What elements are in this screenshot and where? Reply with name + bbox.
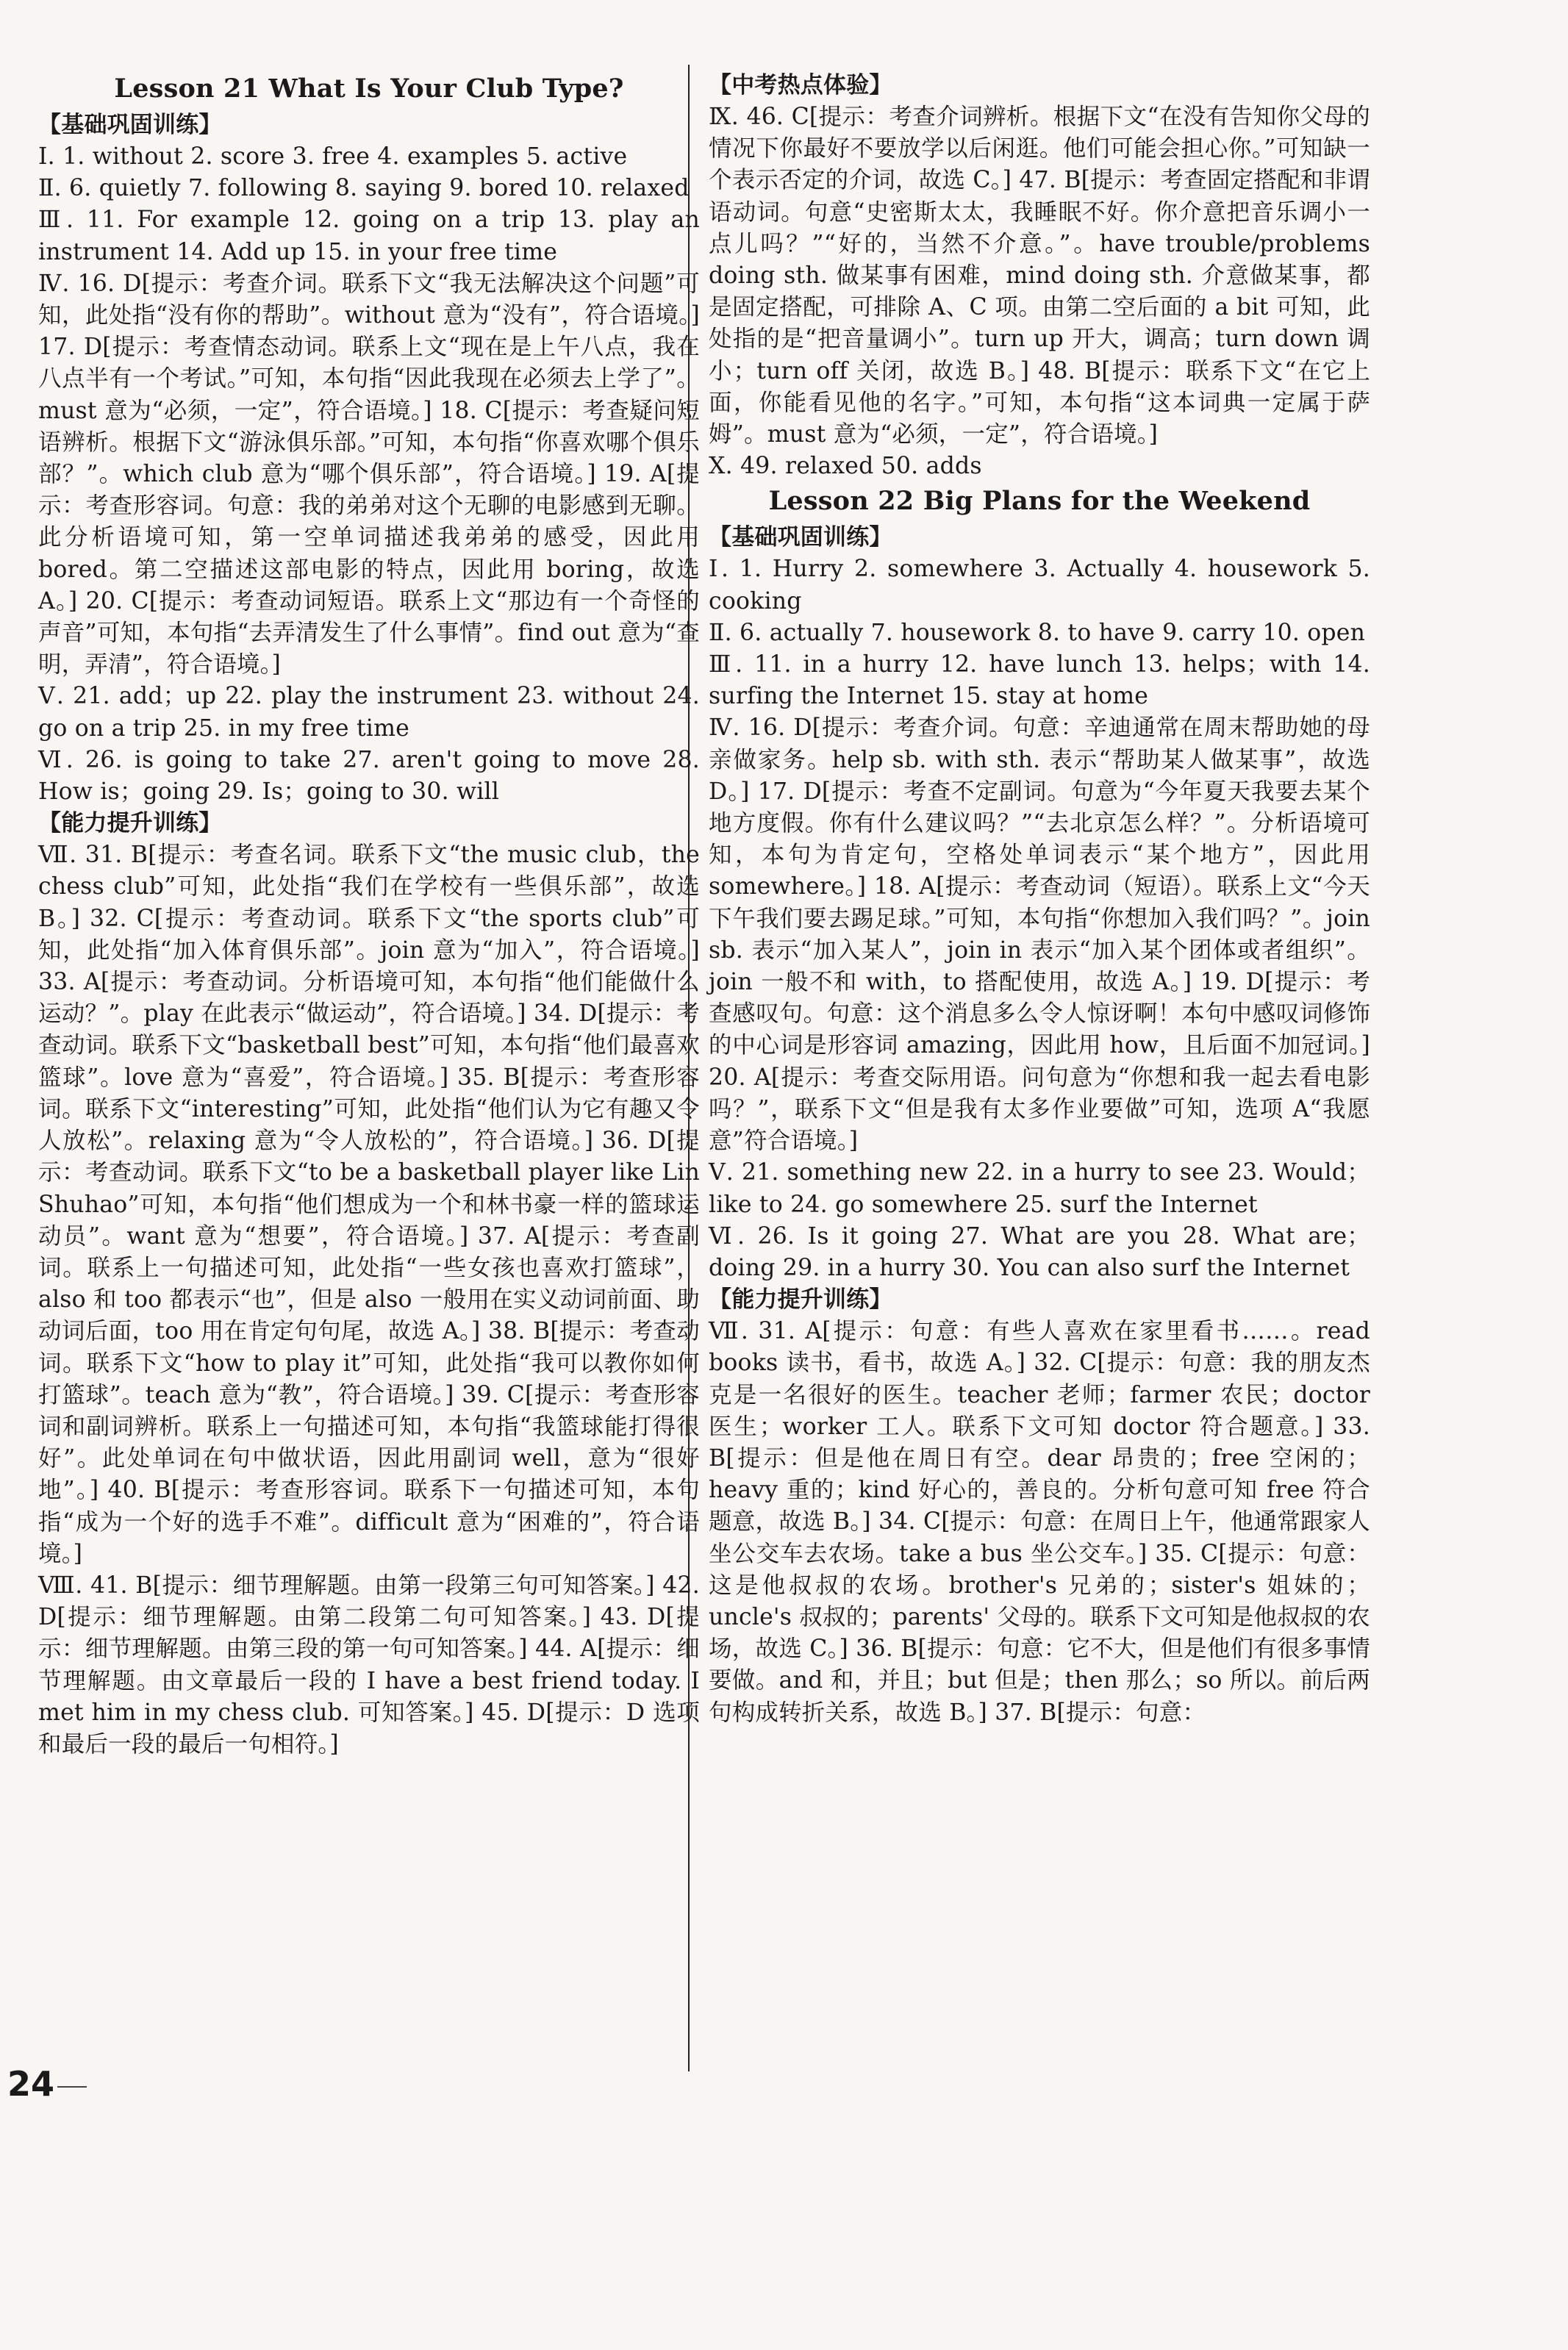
left-column: [38, 70, 700, 1760]
section-heading: 【中考热点体验】: [709, 72, 892, 98]
answer-paragraph: Ⅰ. 1. without 2. score 3. free 4. examples 5. active: [38, 143, 628, 170]
answer-paragraph: Ⅶ. 31. B[提示：考查名词。联系下文“the music club，the chess club”可知，此处指“我们在学校有一些俱乐部”，故选 B。] 32. C[提示：考查动词。联系下文“the sports club”可知，此处指“加入体育俱乐部”。join 意为“加入”，符合语境。] 33. A[提示：考查动词。分析语境可知，本句指“他们能做什么运动？”。play 在此表示“做运动”，符合语境。] 34. D[提示：考查动词。联系下文“basketball best”可知，本句指“他们最喜欢篮球”。love 意为“喜爱”，符合语境。] 35. B[提示：考查形容词。联系下文“interesting”可知，此处指“他们认为它有趣又令人放松”。relaxing 意为“令人放松的”，符合语境。] 36. D[提示：考查动词。联系下文“to be a basketball player like Lin Shuhao”可知，本句指“他们想成为一个和林书豪一样的篮球运动员”。want 意为“想要”，符合语境。] 37. A[提示：考查副词。联系上一句描述可知，此处指“一些女孩也喜欢打篮球”，also 和 too 都表示“也”，但是 also 一般用在实义动词前面、助动词后面，too 用在肯定句句尾，故选 A。] 38. B[提示：考查动词。联系下文“how to play it”可知，此处指“我可以教你如何打篮球”。teach 意为“教”，符合语境。] 39. C[提示：考查形容词和副词辨析。联系上一句描述可知，本句指“我篮球能打得很好”。此处单词在句中做状语，因此用副词 well，意为“很好地”。] 40. B[提示：考查形容词。联系下一句描述可知，本句指“成为一个好的选手不难”。difficult 意为“困难的”，符合语境。]: [38, 842, 700, 1567]
answer-paragraph: Ⅷ. 41. B[提示：细节理解题。由第一段第三句可知答案。] 42. D[提示：细节理解题。由第二段第二句可知答案。] 43. D[提示：细节理解题。由第三段的第一句可知答案。] 44. A[提示：细节理解题。由文章最后一段的 I have a best friend today. I met him in my chess club. 可知答案。] 45. D[提示：D 选项和最后一段的最后一句相符。]: [38, 1572, 700, 1758]
right-section-basic: [709, 522, 1370, 1284]
page-number: 24: [7, 2064, 55, 2104]
answer-paragraph: Ⅴ. 21. add；up 22. play the instrument 23. without 24. go on a trip 25. in my free time: [38, 683, 700, 742]
answer-paragraph: Ⅶ. 31. A[提示：句意：有些人喜欢在家里看书……。read books 读书，看书，故选 A。] 32. C[提示：句意：我的朋友杰克是一名很好的医生。teacher 老师；farmer 农民；doctor 医生；worker 工人。联系下文可知 doctor 符合题意。] 33. B[提示：但是他在周日有空。dear 昂贵的；free 空闲的；heavy 重的；kind 好心的，善良的。分析句意可知 free 符合题意，故选 B。] 34. C[提示：句意：在周日上午，他通常跟家人坐公交车去农场。take a bus 坐公交车。] 35. C[提示：句意：这是他叔叔的农场。brother's 兄弟的；sister's 姐妹的；uncle's 叔叔的；parents' 父母的。联系下文可知是他叔叔的农场，故选 C。] 36. B[提示：句意：它不大，但是他们有很多事情要做。and 和，并且；but 但是；then 那么；so 所以。前后两句构成转折关系，故选 B。] 37. B[提示：句意：: [709, 1318, 1370, 1726]
answer-paragraph: Ⅴ. 21. something new 22. in a hurry to see 23. Would；like to 24. go somewhere 25. surf the Internet: [709, 1159, 1370, 1218]
right-section-exam: [709, 70, 1370, 482]
section-heading: 【基础巩固训练】: [38, 112, 222, 138]
answer-paragraph: Ⅹ. 49. relaxed 50. adds: [709, 453, 982, 480]
answer-paragraph: Ⅱ. 6. actually 7. housework 8. to have 9. carry 10. open: [709, 619, 1366, 646]
answer-paragraph: Ⅰ. 1. Hurry 2. somewhere 3. Actually 4. housework 5. cooking: [709, 556, 1370, 615]
answer-paragraph: Ⅲ. 11. in a hurry 12. have lunch 13. helps；with 14. surfing the Internet 15. stay at home: [709, 651, 1370, 710]
section-heading: 【能力提升训练】: [38, 810, 222, 837]
answer-paragraph: Ⅱ. 6. quietly 7. following 8. saying 9. bored 10. relaxed: [38, 175, 690, 202]
section-heading: 【基础巩固训练】: [709, 524, 892, 551]
right-section-advanced: [709, 1284, 1370, 1729]
section-heading: 【能力提升训练】: [709, 1286, 892, 1314]
right-column: [709, 70, 1370, 1729]
left-section-basic: [38, 110, 700, 808]
left-section-advanced: [38, 808, 700, 1760]
answer-paragraph: Ⅳ. 16. D[提示：考查介词。联系下文“我无法解决这个问题”可知，此处指“没有你的帮助”。without 意为“没有”，符合语境。] 17. D[提示：考查情态动词。联系上文“现在是上午八点，我在八点半有一个考试。”可知，本句指“因此我现在必须去上学了”。must 意为“必须，一定”，符合语境。] 18. C[提示：考查疑问短语辨析。根据下文“游泳俱乐部。”可知，本句指“你喜欢哪个俱乐部？”。which club 意为“哪个俱乐部”，符合语境。] 19. A[提示：考查形容词。句意：我的弟弟对这个无聊的电影感到无聊。此分析语境可知，第一空单词描述我弟弟的感受，因此用 bored。第二空描述这部电影的特点，因此用 boring，故选 A。] 20. C[提示：考查动词短语。联系上文“那边有一个奇怪的声音”可知，本句指“去弄清发生了什么事情”。find out 意为“查明，弄清”，符合语境。]: [38, 270, 700, 678]
answer-paragraph: Ⅵ. 26. is going to take 27. aren't going to move 28. How is；going 29. Is；going to 30. will: [38, 746, 700, 806]
answer-paragraph: Ⅳ. 16. D[提示：考查介词。句意：辛迪通常在周末帮助她的母亲做家务。help sb. with sth. 表示“帮助某人做某事”，故选 D。] 17. D[提示：考查不定副词。句意为“今年夏天我要去某个地方度假。你有什么建议吗？”“去北京怎么样？”。分析语境可知，本句为肯定句，空格处单词表示“某个地方”，因此用 somewhere。] 18. A[提示：考查动词（短语）。联系上文“今天下午我们要去踢足球。”可知，本句指“你想加入我们吗？”。join sb. 表示“加入某人”，join in 表示“加入某个团体或者组织”。join 一般不和 with，to 搭配使用，故选 A。] 19. D[提示：考查感叹句。句意：这个消息多么令人惊讶啊！本句中感叹词修饰的中心词是形容词 amazing，因此用 how，且后面不加冠词。] 20. A[提示：考查交际用语。问句意为“你想和我一起去看电影吗？”，联系下文“但是我有太多作业要做”可知，选项 A“我愿意”符合语境。]: [709, 714, 1370, 1155]
lesson-22-title: Lesson 22 Big Plans for the Weekend: [768, 486, 1311, 517]
answer-paragraph: Ⅸ. 46. C[提示：考查介词辨析。根据下文“在没有告知你父母的情况下你最好不要放学以后闲逛。他们可能会担心你。”可知缺一个表示否定的介词，故选 C。] 47. B[提示：考查固定搭配和非谓语动词。句意“史密斯太太，我睡眠不好。你介意把音乐调小一点儿吗？”“好的，当然不介意。”。have trouble/problems doing sth. 做某事有困难，mind doing sth. 介意做某事，都是固定搭配，可排除 A、C 项。由第二空后面的 a bit 可知，此处指的是“把音量调小”。turn up 开大，调高；turn down 调小；turn off 关闭，故选 B。] 48. B[提示：联系下文“在它上面，你能看见他的名字。”可知，本句指“这本词典一定属于萨姆”。must 意为“必须，一定”，符合语境。]: [709, 104, 1370, 448]
answer-paragraph: Ⅲ. 11. For example 12. going on a trip 13. play an instrument 14. Add up 15. in your free time: [38, 207, 700, 265]
lesson-21-title: Lesson 21 What Is Your Club Type?: [114, 74, 624, 104]
answer-paragraph: Ⅵ. 26. Is it going 27. What are you 28. What are；doing 29. in a hurry 30. You can also surf the Internet: [709, 1222, 1370, 1281]
page-number-rule: [57, 2086, 87, 2088]
